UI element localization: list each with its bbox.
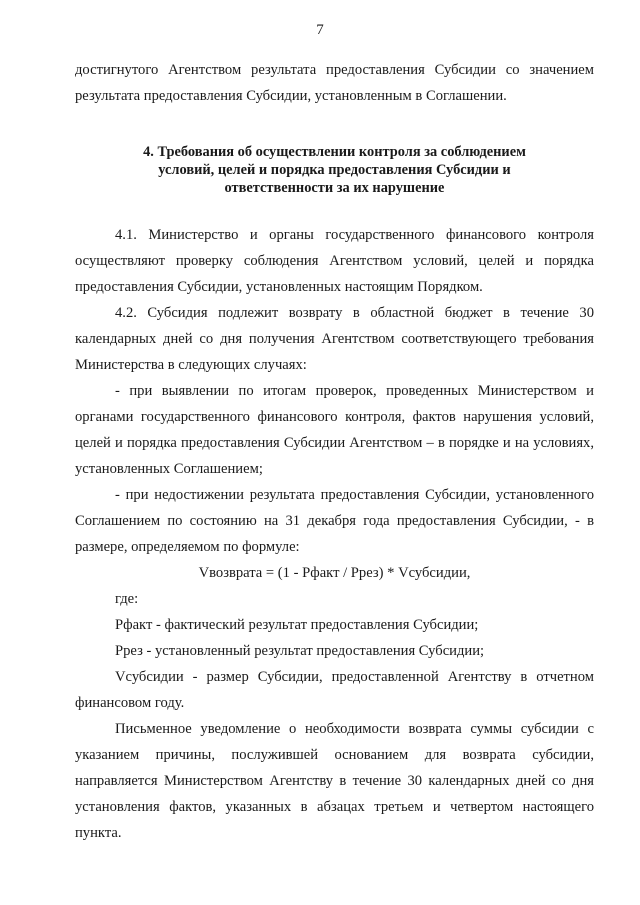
section-heading	[75, 143, 594, 197]
document-body	[75, 57, 594, 846]
list-item-violation: - при выявлении по итогам проверок, проведенных Министерством и органами государственного финансового контроля, фактов нарушения условий, целей и порядка предоставления Субсидии Агентством – в порядке и на условиях, установленных Соглашением;	[75, 383, 594, 477]
paragraph-4-2: 4.2. Субсидия подлежит возврату в областной бюджет в течение 30 календарных дней со дня получения Агентством соответствующего требования Министерства в следующих случаях:	[75, 305, 594, 373]
paragraph-4-1: 4.1. Министерство и органы государственного финансового контроля осуществляют проверку соблюдения Агентством условий, целей и порядка предоставления Субсидии, установленных настоящим Порядком.	[75, 227, 594, 295]
page-number: 7	[316, 22, 324, 38]
section-heading-line-2: условий, целей и порядка предоставления Субсидии и	[158, 162, 511, 178]
section-heading-line-3: ответственности за их нарушение	[224, 180, 445, 196]
definition-vsubsidy: Vсубсидии - размер Субсидии, предоставленной Агентству в отчетном финансовом году.	[75, 669, 594, 711]
definition-fact: Рфакт - фактический результат предоставления Субсидии;	[115, 617, 479, 633]
list-item-nonachievement: - при недостижении результата предоставления Субсидии, установленного Соглашением по состоянию на 31 декабря года предоставления Субсидии, - в размере, определяемом по формуле:	[75, 487, 594, 555]
section-heading-line-1: 4. Требования об осуществлении контроля за соблюдением	[143, 144, 526, 160]
refund-formula: Vвозврата = (1 - Рфакт / Ррез) * Vсубсидии,	[198, 565, 471, 581]
definition-rez: Ррез - установленный результат предоставления Субсидии;	[115, 643, 485, 659]
notice-paragraph: Письменное уведомление о необходимости возврата суммы субсидии с указанием причины, послужившей основанием для возврата субсидии, направляется Министерством Агентству в течение 30 календарных дней со дня установления фактов, указанных в абзацах третьем и четвертом настоящего пункта.	[75, 721, 594, 841]
intro-paragraph: достигнутого Агентством результата предоставления Субсидии со значением результата предоставления Субсидии, установленным в Соглашении.	[75, 62, 594, 104]
where-label: где:	[115, 591, 139, 607]
